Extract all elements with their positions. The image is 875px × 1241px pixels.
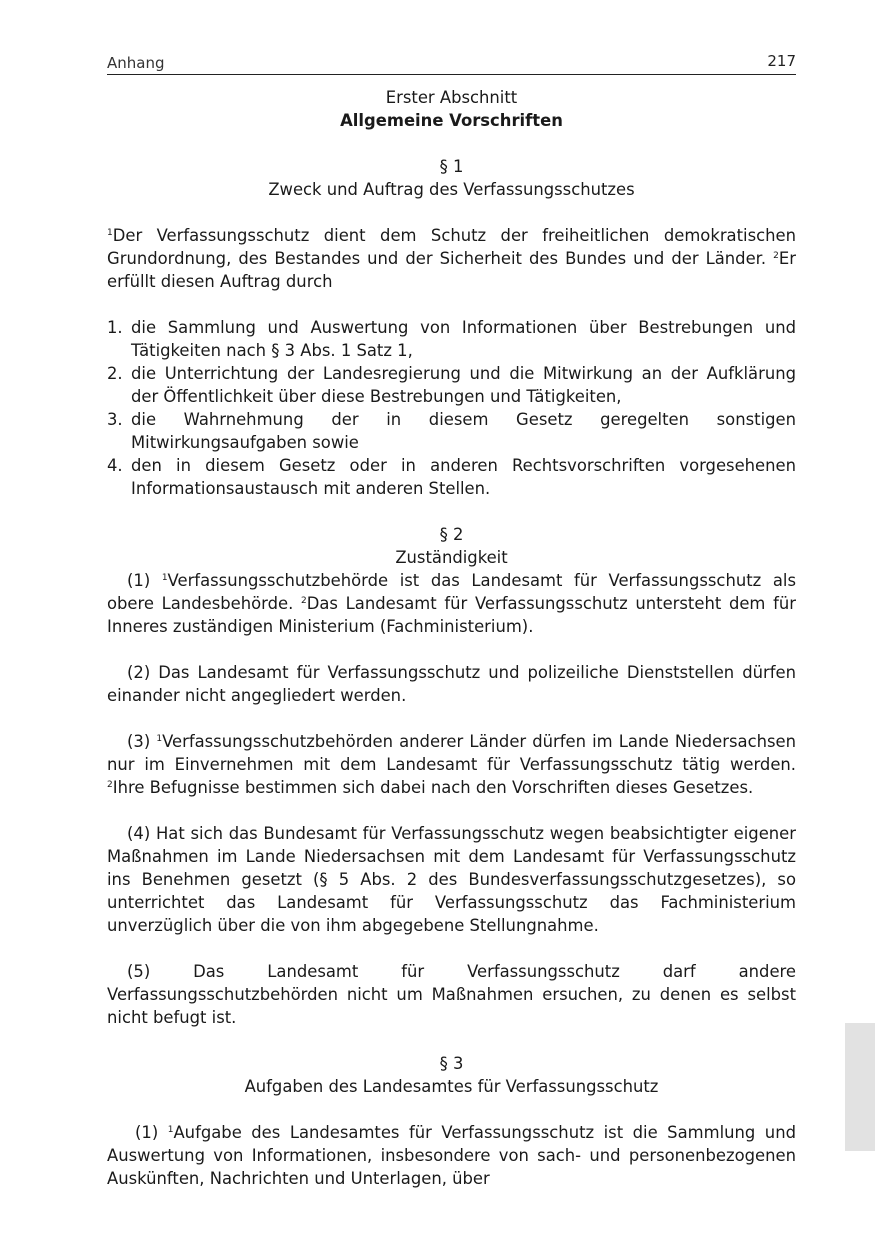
paragraph-2-absatz-1 [107,569,796,638]
absatz-sentence: Ihre Befugnisse bestimmen sich dabei nach den Vorschriften dieses Gesetzes. [112,778,754,797]
paragraph-2-absatz-5: (5) Das Landesamt für Verfassungsschutz darf andere Verfassungsschutzbehörden nicht um Maßnahmen ersuchen, zu denen es selbst nicht befugt ist. [107,962,796,1027]
list-item [107,362,796,408]
paragraph-1-title: Zweck und Auftrag des Verfassungsschutzes [268,180,635,199]
list-item-number: 4. [107,456,123,475]
sentence-marker: 1 [167,1125,174,1135]
paragraph-2-absatz-2: (2) Das Landesamt für Verfassungsschutz und polizeiliche Dienststellen dürfen einander nicht angegliedert werden. [107,663,796,705]
sentence-marker: 1 [107,228,113,238]
paragraph-2-number: § 2 [439,525,464,544]
absatz-sentence: Das Landesamt für Verfassungsschutz untersteht dem für Inneres zuständigen Ministerium (Fachministerium). [107,594,796,636]
absatz-number: (3) [127,732,151,751]
paragraph-3-absatz-1 [107,1121,796,1190]
running-header [107,52,796,75]
paragraph-1-sentence-2: Er erfüllt diesen Auftrag durch [107,249,796,291]
absatz-number: (1) [127,571,151,590]
list-item-number: 3. [107,410,123,429]
paragraph-3-number: § 3 [439,1054,464,1073]
paragraph-1-text [107,224,796,293]
page-number: 217 [767,52,796,70]
paragraph-1-number: § 1 [439,157,464,176]
list-item [107,408,796,454]
running-title: Anhang [107,54,165,72]
sentence-marker: 2 [301,596,307,606]
sentence-marker: 1 [161,573,168,583]
absatz-sentence: Aufgabe des Landesamtes für Verfassungsschutz ist die Sammlung und Auswertung von Informationen, insbesondere von sach- und personenbezogenen Auskünften, Nachrichten und Unterlagen, über [107,1123,796,1188]
thumb-index-tab [845,1023,875,1151]
list-item-text: die Sammlung und Auswertung von Informationen über Bestrebungen und Tätigkeiten nach § 3 Abs. 1 Satz 1, [131,318,796,360]
list-item-number: 2. [107,364,123,383]
paragraph-2-title: Zuständigkeit [395,548,508,567]
list-item-text: die Wahrnehmung der in diesem Gesetz geregelten sonstigen Mitwirkungsaufgaben sowie [131,410,796,452]
list-item-number: 1. [107,318,123,337]
paragraph-2-absatz-3 [107,730,796,799]
sentence-marker: 1 [156,734,163,744]
paragraph-1-list [107,316,796,500]
sentence-marker: 2 [773,251,779,261]
paragraph-2-absatz-4: (4) Hat sich das Bundesamt für Verfassungsschutz wegen beabsichtigter eigener Maßnahmen im Lande Niedersachsen mit dem Landesamt für Verfassungsschutz ins Benehmen gesetzt (§ 5 Abs. 2 des Bundesverfassungsschutzgesetzes), so unterrichtet das Landesamt für Verfassungsschutz das Fachministerium unverzüglich über die von ihm abgegebene Stellungnahme. [107,824,796,935]
list-item [107,316,796,362]
body-text [107,86,796,1190]
sentence-marker: 2 [107,780,113,790]
section-label: Erster Abschnitt [385,88,518,107]
list-item [107,454,796,500]
paragraph-1-sentence-1: Der Verfassungsschutz dient dem Schutz der freiheitlichen demokratischen Grundordnung, des Bestandes und der Sicherheit des Bundes und der Länder. [107,226,796,268]
absatz-sentence: Verfassungsschutzbehörden anderer Länder dürfen im Lande Niedersachsen nur im Einvernehmen mit dem Landesamt für Verfassungsschutz tätig werden. [107,732,796,774]
list-item-text: die Unterrichtung der Landesregierung und die Mitwirkung an der Aufklärung der Öffentlichkeit über diese Bestrebungen und Tätigkeiten, [131,364,796,406]
section-title: Allgemeine Vorschriften [340,111,563,130]
absatz-sentence: Verfassungsschutzbehörde ist das Landesamt für Verfassungsschutz als obere Landesbehörde. [107,571,796,613]
list-item-text: den in diesem Gesetz oder in anderen Rechtsvorschriften vorgesehenen Informationsaustausch mit anderen Stellen. [131,456,796,498]
paragraph-3-title: Aufgaben des Landesamtes für Verfassungsschutz [244,1077,659,1096]
absatz-number: (1) [135,1123,159,1142]
